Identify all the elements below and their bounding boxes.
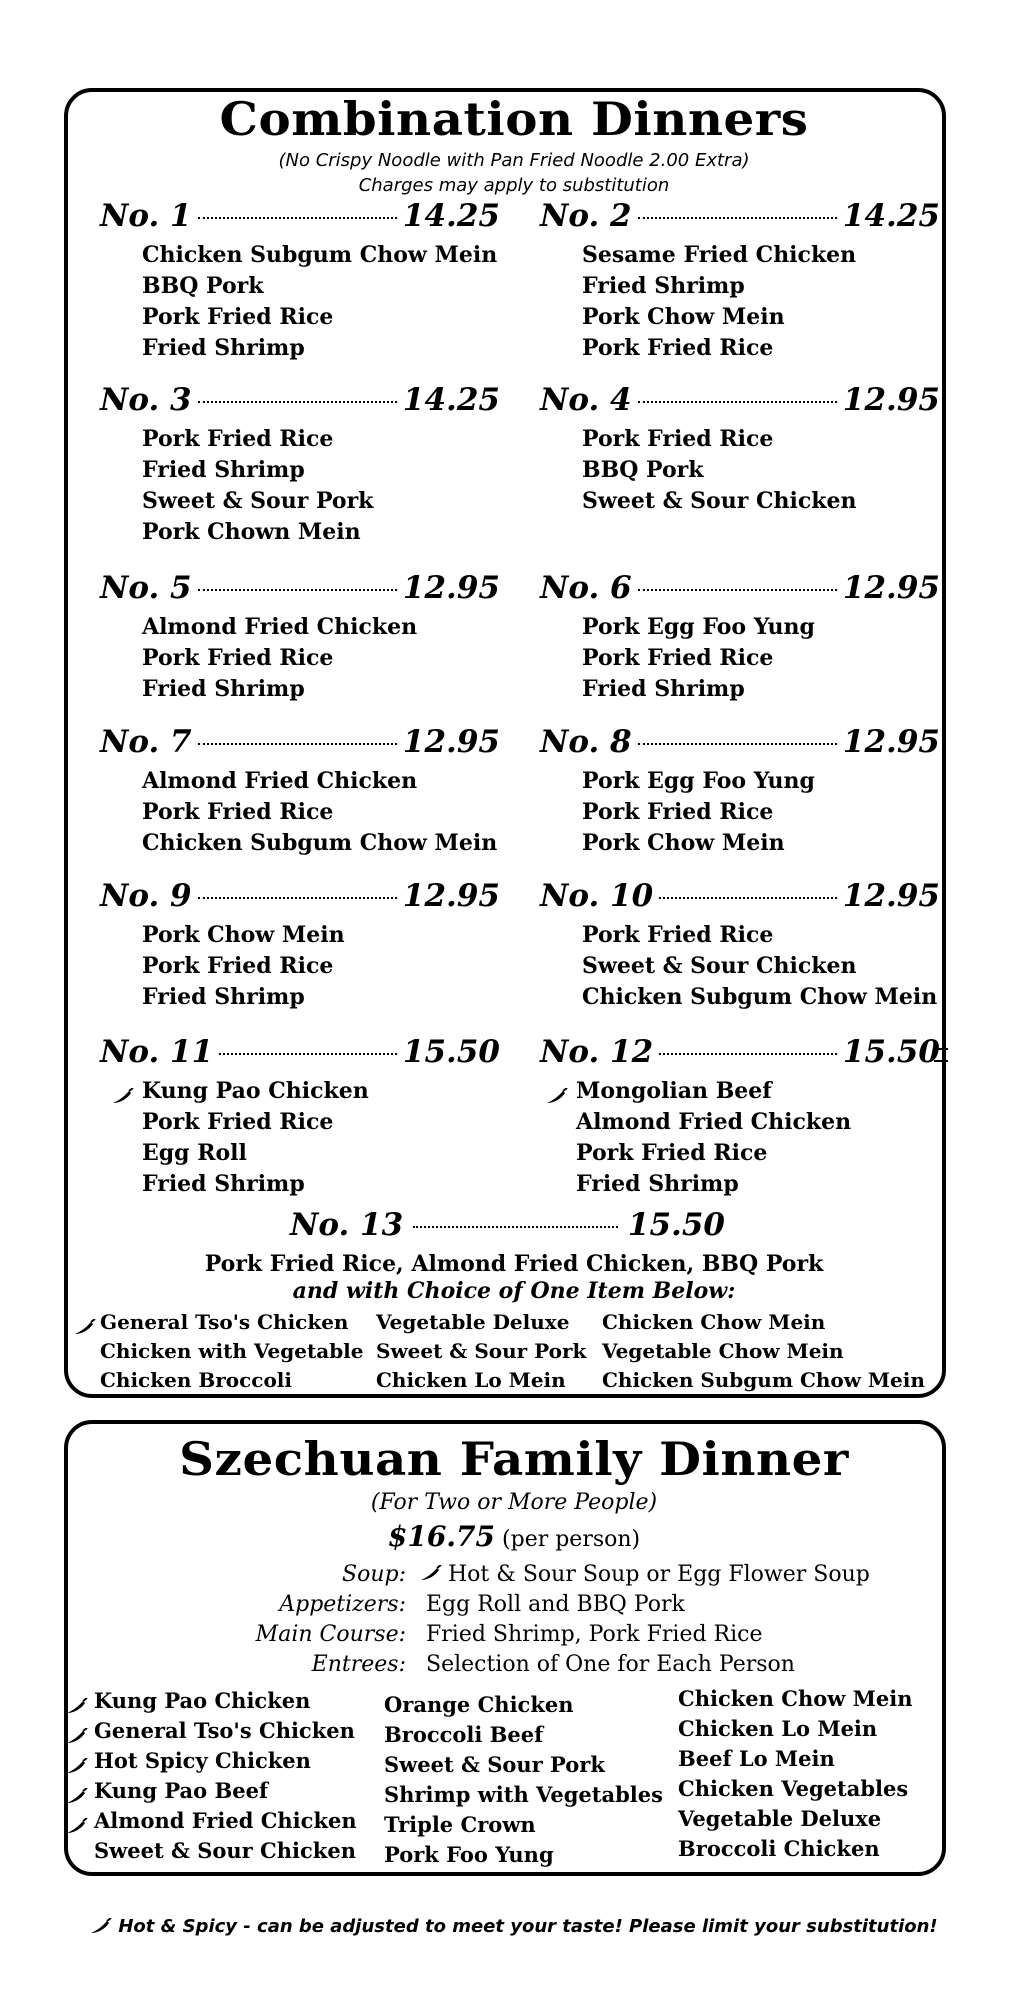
combo-13-choice-label: Sweet & Sour Pork: [376, 1339, 587, 1363]
combo-item-list: [582, 766, 940, 859]
dot-leader: [198, 401, 397, 403]
combo-item-list: [142, 240, 500, 364]
combo-item-label: Almond Fried Chicken: [142, 614, 418, 640]
combo-item-label: Pork Fried Rice: [582, 922, 774, 948]
combo-header: [100, 198, 500, 238]
combo-item: [142, 333, 500, 364]
entree-label: Sweet & Sour Chicken: [94, 1838, 356, 1863]
chili-pepper-icon: [66, 1692, 88, 1708]
dot-leader: [638, 217, 837, 219]
course-label: Main Course:: [255, 1622, 406, 1647]
combo-item: [142, 517, 500, 548]
combination-dinners-title: Combination Dinners: [219, 92, 809, 146]
combo-13-choice-column: [100, 1308, 364, 1395]
combo-item-list: [142, 424, 500, 548]
course-row: [0, 1592, 1028, 1622]
combo-13-choice-heading: and with Choice of One Item Below:: [292, 1278, 736, 1304]
combo-5: [100, 570, 500, 705]
dot-leader: [198, 217, 397, 219]
dot-leader: [638, 589, 837, 591]
dot-leader: [638, 401, 837, 403]
combo-item-label: Pork Fried Rice: [582, 645, 774, 671]
combo-item: [142, 1076, 500, 1107]
combo-3: [100, 382, 500, 548]
combo-item: [142, 302, 500, 333]
combo-13-choice: [100, 1337, 364, 1366]
combo-item-label: Sesame Fried Chicken: [582, 242, 857, 268]
combo-item-label: BBQ Pork: [142, 273, 264, 299]
entree-item: [94, 1836, 357, 1866]
dot-leader: [198, 589, 397, 591]
combo-item: [142, 674, 500, 705]
combo-item: [576, 1076, 940, 1107]
family-dinner-title: Szechuan Family Dinner: [179, 1432, 849, 1486]
combo-item-label: Pork Fried Rice: [142, 1109, 334, 1135]
combo-item-list: [576, 1076, 940, 1200]
combo-item: [582, 674, 940, 705]
entree-label: Hot Spicy Chicken: [94, 1748, 311, 1773]
combo-item: [142, 486, 500, 517]
entree-item: [678, 1834, 912, 1864]
combo-price: 15.50: [402, 1034, 500, 1070]
combo-number: No. 3: [100, 382, 192, 418]
course-value: [426, 1622, 763, 1647]
combo-13-choice: [100, 1308, 364, 1337]
combo-item: [582, 271, 940, 302]
combo-7: [100, 724, 500, 859]
entree-label: Triple Crown: [384, 1812, 536, 1837]
chili-pepper-icon: [90, 1918, 112, 1934]
chili-pepper-icon: [112, 1082, 134, 1098]
combo-header: [540, 198, 940, 238]
combo-13-choice: [100, 1366, 364, 1395]
combo-13-choice: [602, 1308, 925, 1337]
course-value: [426, 1592, 685, 1617]
combo-number: No. 6: [540, 570, 632, 606]
combo-item-label: Pork Fried Rice: [142, 426, 334, 452]
combo-price: 14.25: [842, 198, 940, 234]
entree-column: [678, 1684, 912, 1864]
combo-item-label: Pork Fried Rice: [582, 335, 774, 361]
entree-column: [94, 1686, 357, 1866]
entree-label: Orange Chicken: [384, 1692, 574, 1717]
combo-item: [582, 240, 940, 271]
combo-13-choice: [602, 1366, 925, 1395]
chili-pepper-icon: [66, 1752, 88, 1768]
combo-item: [142, 951, 500, 982]
entree-item: [678, 1684, 912, 1714]
combo-item-label: Pork Fried Rice: [582, 426, 774, 452]
combo-13-leader: [413, 1226, 618, 1228]
combo-item-label: Pork Fried Rice: [142, 645, 334, 671]
entree-label: Kung Pao Chicken: [94, 1688, 311, 1713]
combo-item-label: Chicken Subgum Chow Mein: [142, 830, 498, 856]
entree-item: [94, 1806, 357, 1836]
family-dinner-subtitle: (For Two or More People): [370, 1490, 658, 1515]
combo-13-number: No. 13: [290, 1207, 404, 1243]
combo-item: [142, 828, 500, 859]
combo-item: [576, 1169, 940, 1200]
combo-13-price: 15.50: [627, 1207, 725, 1243]
entree-label: Almond Fried Chicken: [94, 1808, 357, 1833]
chili-pepper-icon: [74, 1314, 96, 1330]
combo-number: No. 5: [100, 570, 192, 606]
combo-item-label: Pork Fried Rice: [582, 799, 774, 825]
entree-item: [678, 1774, 912, 1804]
entree-item: [384, 1840, 663, 1870]
combo-item: [142, 612, 500, 643]
combo-price: 14.25: [402, 198, 500, 234]
entree-item: [678, 1804, 912, 1834]
combo-item-label: Pork Fried Rice: [142, 799, 334, 825]
combo-item-label: Sweet & Sour Pork: [142, 488, 374, 514]
combo-item: [582, 982, 940, 1013]
combo-item-label: Pork Chow Mein: [582, 304, 785, 330]
combo-13-choice-label: Vegetable Chow Mein: [602, 1339, 844, 1363]
combo-item-label: Pork Egg Foo Yung: [582, 614, 815, 640]
combo-12: [540, 1034, 940, 1200]
entree-item: [384, 1780, 663, 1810]
combo-item-label: Sweet & Sour Chicken: [582, 953, 857, 979]
dot-leader: [659, 1053, 837, 1055]
combo-item-label: Pork Fried Rice: [576, 1140, 768, 1166]
combo-13-choice-label: Chicken Broccoli: [100, 1368, 292, 1392]
combo-1: [100, 198, 500, 364]
entree-label: Shrimp with Vegetables: [384, 1782, 663, 1807]
combo-number: No. 8: [540, 724, 632, 760]
combo-item-label: Pork Fried Rice: [142, 953, 334, 979]
combo-13-choice: [376, 1366, 586, 1395]
combo-item: [582, 643, 940, 674]
combo-item-label: Almond Fried Chicken: [142, 768, 418, 794]
combo-header: [100, 878, 500, 918]
combo-number: No. 2: [540, 198, 632, 234]
entree-item: [94, 1746, 357, 1776]
combo-2: [540, 198, 940, 364]
chili-pepper-icon: [66, 1722, 88, 1738]
combo-header: [100, 382, 500, 422]
combo-13-choice: [376, 1308, 586, 1337]
combo-13-choice-label: General Tso's Chicken: [100, 1310, 349, 1334]
combo-13-choice-label: Chicken with Vegetable: [100, 1339, 364, 1363]
combo-item-list: [582, 920, 940, 1013]
combo-13-choice-label: Chicken Lo Mein: [376, 1368, 566, 1392]
entree-item: [94, 1686, 357, 1716]
combo-item-label: Fried Shrimp: [142, 984, 305, 1010]
entree-label: Vegetable Deluxe: [678, 1806, 882, 1831]
combo-price: 15.50: [842, 1034, 940, 1070]
combo-number: No. 1: [100, 198, 192, 234]
combo-item-label: Pork Chow Mein: [142, 922, 345, 948]
combo-number: No. 11: [100, 1034, 214, 1070]
chili-pepper-icon: [546, 1082, 568, 1098]
dot-leader: [659, 897, 837, 899]
combo-item: [582, 612, 940, 643]
combo-13-choice-label: Vegetable Deluxe: [376, 1310, 570, 1334]
entree-item: [94, 1776, 357, 1806]
chili-pepper-icon: [66, 1782, 88, 1798]
combo-item-label: Chicken Subgum Chow Mein: [142, 242, 498, 268]
combo-price: 12.95: [842, 570, 940, 606]
combo-header: [100, 724, 500, 764]
combo-header: [100, 570, 500, 610]
entree-label: Sweet & Sour Pork: [384, 1752, 605, 1777]
combo-item: [142, 766, 500, 797]
combo-number: No. 7: [100, 724, 192, 760]
combo-item: [582, 333, 940, 364]
combo-item: [582, 828, 940, 859]
combo-item-list: [142, 920, 500, 1013]
combo-13-choice: [376, 1337, 586, 1366]
combo-item-list: [582, 612, 940, 705]
edge-mark: [934, 1048, 948, 1062]
entree-label: Chicken Vegetables: [678, 1776, 909, 1801]
combo-13-choice: [602, 1337, 925, 1366]
combo-10: [540, 878, 940, 1013]
combo-item: [142, 455, 500, 486]
course-value: [420, 1562, 870, 1587]
combo-item-label: Kung Pao Chicken: [142, 1078, 369, 1104]
combo-item-list: [142, 1076, 500, 1200]
combo-item: [582, 455, 940, 486]
entree-label: Kung Pao Beef: [94, 1778, 268, 1803]
combo-header: [100, 1034, 500, 1074]
course-label: Soup:: [342, 1562, 406, 1587]
combo-item: [582, 302, 940, 333]
combo-price: 12.95: [842, 382, 940, 418]
combo-11: [100, 1034, 500, 1200]
combo-item: [142, 643, 500, 674]
combo-price: 14.25: [402, 382, 500, 418]
entree-label: Broccoli Chicken: [678, 1836, 880, 1861]
combo-13-choice-column: [602, 1308, 925, 1395]
combo-item: [576, 1107, 940, 1138]
combo-header: [540, 382, 940, 422]
combo-item-label: Egg Roll: [142, 1140, 247, 1166]
combo-item: [142, 920, 500, 951]
combo-6: [540, 570, 940, 705]
combo-item-label: Fried Shrimp: [582, 273, 745, 299]
combo-item-label: Fried Shrimp: [142, 1171, 305, 1197]
dot-leader: [198, 743, 397, 745]
chili-pepper-icon: [420, 1562, 442, 1578]
spicy-footnote: [0, 1916, 1028, 1937]
course-row: [0, 1652, 1028, 1682]
combo-header: [540, 724, 940, 764]
combo-item-label: BBQ Pork: [582, 457, 704, 483]
combo-number: No. 4: [540, 382, 632, 418]
combo-item-label: Fried Shrimp: [142, 457, 305, 483]
combo-item-label: Pork Chown Mein: [142, 519, 361, 545]
combo-header: [540, 878, 940, 918]
combo-item: [142, 240, 500, 271]
entree-item: [384, 1750, 663, 1780]
course-value-text: Hot & Sour Soup or Egg Flower Soup: [448, 1562, 870, 1587]
course-value-text: Fried Shrimp, Pork Fried Rice: [426, 1622, 763, 1647]
combo-price: 12.95: [842, 724, 940, 760]
combo-item: [142, 1138, 500, 1169]
combo-item: [142, 1107, 500, 1138]
combo-item-label: Fried Shrimp: [582, 676, 745, 702]
course-label: Entrees:: [311, 1652, 406, 1677]
combo-item: [142, 982, 500, 1013]
course-value-text: Egg Roll and BBQ Pork: [426, 1592, 685, 1617]
combo-item: [582, 920, 940, 951]
entree-item: [94, 1716, 357, 1746]
combo-item-label: Almond Fried Chicken: [576, 1109, 852, 1135]
combo-header: [540, 1034, 940, 1074]
combo-item-label: Pork Egg Foo Yung: [582, 768, 815, 794]
dot-leader: [198, 897, 397, 899]
combo-item: [142, 424, 500, 455]
dot-leader: [219, 1053, 397, 1055]
combo-item: [142, 1169, 500, 1200]
combo-item: [582, 424, 940, 455]
course-value: [426, 1652, 795, 1677]
course-value-text: Selection of One for Each Person: [426, 1652, 795, 1677]
family-dinner-price-line: [0, 1520, 1028, 1553]
combo-item-list: [582, 424, 940, 517]
combo-price: 12.95: [402, 724, 500, 760]
combo-item: [582, 797, 940, 828]
family-dinner-price: $16.75: [387, 1520, 496, 1553]
entree-item: [678, 1744, 912, 1774]
chili-pepper-icon: [66, 1812, 88, 1828]
footnote-text: Hot & Spicy - can be adjusted to meet your taste! Please limit your substitution!: [118, 1916, 938, 1937]
combo-item-label: Sweet & Sour Chicken: [582, 488, 857, 514]
combo-item: [142, 271, 500, 302]
family-dinner-price-unit: (per person): [502, 1527, 641, 1552]
combo-item-label: Chicken Subgum Chow Mein: [582, 984, 938, 1010]
combo-4: [540, 382, 940, 517]
entree-column: [384, 1690, 663, 1870]
entree-label: Chicken Chow Mein: [678, 1686, 913, 1711]
combo-number: No. 9: [100, 878, 192, 914]
course-label: Appetizers:: [279, 1592, 406, 1617]
combination-subtitle-substitution: Charges may apply to substitution: [358, 175, 670, 196]
combo-item-label: Pork Chow Mein: [582, 830, 785, 856]
entree-item: [384, 1720, 663, 1750]
combo-price: 12.95: [842, 878, 940, 914]
combo-item: [142, 797, 500, 828]
combo-item-label: Mongolian Beef: [576, 1078, 772, 1104]
entree-label: Pork Foo Yung: [384, 1842, 554, 1867]
combo-number: No. 12: [540, 1034, 654, 1070]
combo-item-list: [142, 766, 500, 859]
combo-item-label: Fried Shrimp: [142, 335, 305, 361]
combo-13-choice-label: Chicken Subgum Chow Mein: [602, 1368, 925, 1392]
combo-price: 12.95: [402, 570, 500, 606]
entree-item: [384, 1810, 663, 1840]
combo-8: [540, 724, 940, 859]
course-row: [0, 1622, 1028, 1652]
combo-13-choice-label: Chicken Chow Mein: [602, 1310, 826, 1334]
combo-item-label: Fried Shrimp: [576, 1171, 739, 1197]
combo-item: [582, 486, 940, 517]
combo-price: 12.95: [402, 878, 500, 914]
combo-9: [100, 878, 500, 1013]
entree-label: Beef Lo Mein: [678, 1746, 835, 1771]
entree-item: [384, 1690, 663, 1720]
entree-item: [678, 1714, 912, 1744]
dot-leader: [638, 743, 837, 745]
combo-13-choice-column: [376, 1308, 586, 1395]
combo-13-header: [290, 1207, 725, 1243]
combo-13-base-items: Pork Fried Rice, Almond Fried Chicken, BBQ Pork: [204, 1251, 824, 1277]
combo-item-label: Fried Shrimp: [142, 676, 305, 702]
combo-item: [582, 951, 940, 982]
combo-header: [540, 570, 940, 610]
combo-item: [582, 766, 940, 797]
combo-number: No. 10: [540, 878, 654, 914]
entree-label: Broccoli Beef: [384, 1722, 544, 1747]
entree-label: Chicken Lo Mein: [678, 1716, 878, 1741]
entree-label: General Tso's Chicken: [94, 1718, 355, 1743]
combination-subtitle-noodle: (No Crispy Noodle with Pan Fried Noodle 2.00 Extra): [278, 150, 750, 171]
combo-item-list: [142, 612, 500, 705]
combo-item: [576, 1138, 940, 1169]
combo-item-list: [582, 240, 940, 364]
combo-item-label: Pork Fried Rice: [142, 304, 334, 330]
course-row: [0, 1562, 1028, 1592]
